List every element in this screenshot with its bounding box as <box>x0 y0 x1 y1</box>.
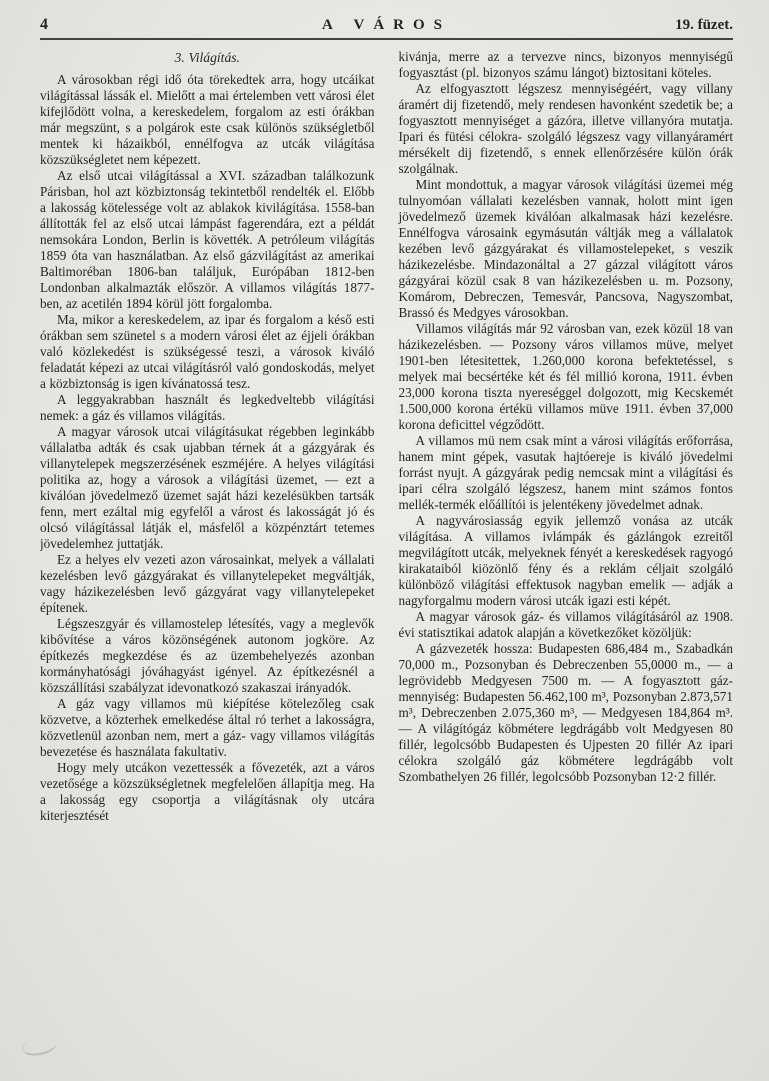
journal-title: A VÁROS <box>322 17 451 33</box>
paragraph: A magyar városok utcai világításukat régebben leginkább vállalatba adták és csak ujabban térnek át a gázgyárak és villanytelepek megszerzésének eszméjére. A helyes világítási politika az, hogy a városok a világítási üzemet, — ezt a kiválóan jövedelmező üzemet saját házi kezelésükben tartsák fenn, mert ezáltal mig egyfelől a várost és lakosságát jó és olcsó világítással látják el, másfelől a közpénztárt tetemes jövedelemhez juttatják. <box>40 424 375 551</box>
paragraph: A városokban régi idő óta törekedtek arra, hogy utcáikat világítással lássák el. Mielőtt a mai értelemben vett városi élet kifejlődött volna, a kereskedelem, forgalom az esti órákban már megszünt, s a polgárok este csak különös szükségletből mentek ki házaikból, ennélfogva az utcák világítása közszükségletet nem képezett. <box>40 72 375 167</box>
paragraph: A magyar városok gáz- és villamos világításáról az 1908. évi statisztikai adatok alapján a következőket közöljük: <box>398 609 733 640</box>
article-columns <box>40 49 733 1057</box>
paragraph: A villamos mü nem csak mint a városi világítás erőforrása, hanem mint gépek, vasutak hajtóereje is kiváló jövedelmi forrást nyujt. A gázgyárak pedig nemcsak mint a világítási és ipari célra szolgáló légszesz, hanem mint számos fontos mellék-termék előállítói is jelentékeny jövedelmet adnak. <box>398 433 733 512</box>
paragraph: Mint mondottuk, a magyar városok világítási üzemei még tulnyomóan vállalati kezelésben vannak, holott mint igen jövedelmező üzemek kiválóan alkalmasak házi kezelésre. Ennélfogva városaink egymásután váltják meg a vállalatok kezében levő gázgyárakat és villamostelepeket, s veszik házikezelésbe. Mindazonáltal a 27 gázzal világított város gázgyárai közül csak 8 van házikezelésben u. m. Pozsony, Komárom, Debreczen, Temesvár, Pancsova, Nagyszombat, Brassó és Medgyes városokban. <box>398 177 733 320</box>
paragraph: Az első utcai világítással a XVI. században találkozunk Párisban, hol azt közbiztonság tekintetből rendelték el. Előbb a lakosság kötelessége volt az ablakok kivilágítása. 1558-ban állították fel az első utcai lámpást fagerendára, ezt a példát nemsokára London, Berlin is követték. A petróleum világítás 1859 óta van használatban. Az első gázvilágítást az amerikai Baltimoréban 1806-ban találjuk, Európában 1812-ben Londonban alkalmazták először. A villamos világítás 1877-ben, az acetilén 1894 körül jött forgalomba. <box>40 168 375 311</box>
page-header <box>40 16 733 34</box>
section-title: 3. Világítás. <box>174 50 240 65</box>
paragraph: A gáz vagy villamos mü kiépítése kötelezőleg csak közvetve, a közterhek emelkedése által ró terhet a lakosságra, közvetlenül azonban nem, mert a gáz- vagy villamos világítás bevezetése és használata fakultativ. <box>40 696 375 759</box>
paragraph: Villamos világítás már 92 városban van, ezek közül 18 van házikezelésben. — Pozsony város villamos müve, melyet 1901-ben létesitettek, 1.260,000 korona befektetéssel, s melyek mai becsértéke két és fél millió korona, 1911. évben 23,000 korona tiszta nyereséggel dolgozott, mig Kecskemét 1.500,000 korona értékü villamos müve 1911. évben 37,000 korona deficittel végződött. <box>398 321 733 432</box>
paragraph: Az elfogyasztott légszesz mennyiségéért, vagy villany áramért dij fizetendő, mely rendesen havonként szedetik be; a fogyasztott mennyiséget a gázóra, illetve villanyóra mutatja. Ipari és fütési célokra- szolgáló légszesz vagy villanyáramért mérsékelt dij fizetendő, s ennek ellenőrzésére külön órák szolgálnak. <box>398 81 733 176</box>
header-rule <box>40 38 733 40</box>
paragraph: Ma, mikor a kereskedelem, az ipar és forgalom a késő esti órákban sem szünetel s a modern városi élet az éjjeli órákban való közlekedést is szükségessé teszi, a városok kiváló feladatát képezi az utcai világításról való gondoskodás, melyet a közbiztonság is igen kívánatossá tesz. <box>40 312 375 391</box>
right-column <box>399 49 734 1057</box>
paragraph: A gázvezeték hossza: Budapesten 686,484 m., Szabadkán 70,000 m., Pozsonyban és Debreczenben 55,0000 m., — a legrövidebb Medgyesen 7500 m. — A fogyasztott gáz-mennyiség: Budapesten 56.462,100 m³, Pozsonyban 2.873,571 m³, Debreczenben 2.075,360 m³, — Medgyesen 184,864 m³. — A világítógáz köbmétere legdrágább volt Medgyesen 80 fillér, legolcsóbb Budapesten és Ujpesten 20 fillér Az ipari célokra szolgáló gáz köbmétere legdrágább volt Szombathelyen 26 fillér, legolcsóbb Pozsonyban 12·2 fillér. <box>398 641 733 784</box>
paragraph: Ez a helyes elv vezeti azon városainkat, melyek a vállalati kezelésben levő gázgyárakat és villanytelepeket megváltják, vagy házikezelésben levő gázgyárat vagy villanytelepeket építenek. <box>40 552 375 615</box>
paragraph: Légszeszgyár és villamostelep létesítés, vagy a meglevők kibővítése a város közönségének autonom jogköre. Az építkezés megkezdése és az üzembehelyezés azonban kormányhatósági jóváhagyást igényel. Az építkezésnél a közszállítási szabályzat idevonatkozó szakaszai irányadók. <box>40 616 375 695</box>
issue-label: 19. füzet. <box>675 17 733 33</box>
paragraph: Hogy mely utcákon vezettessék a fővezeték, azt a város vezetősége a közszükségletnek megfelelően állapítja meg. Ha a lakosság egy csoportja a világításnak oly utcára kiterjesztését <box>40 760 375 823</box>
left-column <box>40 49 375 1057</box>
paragraph-continuation: kivánja, merre az a tervezve nincs, bizonyos mennyiségű fogyasztást (pl. bizonyos számu lángot) biztositani köteles. <box>398 49 733 80</box>
header-page-number: 4 <box>40 16 48 33</box>
paragraph: A leggyakrabban használt és legkedveltebb világítási nemek: a gáz és villamos világítás. <box>40 392 375 423</box>
paragraph: A nagyvárosiasság egyik jellemző vonása az utcák világítása. A villamos ivlámpák és gázlángok ezreitől megvilágított utcák, melyeknek fényét a kereskedések ragyogó kirakataiból kiözönlő fény és a reklám céljait szolgáló különböző világítási effektusok nagyban emelik — adják a nagyforgalmu modern városi utcák igazi esti képét. <box>398 513 733 608</box>
